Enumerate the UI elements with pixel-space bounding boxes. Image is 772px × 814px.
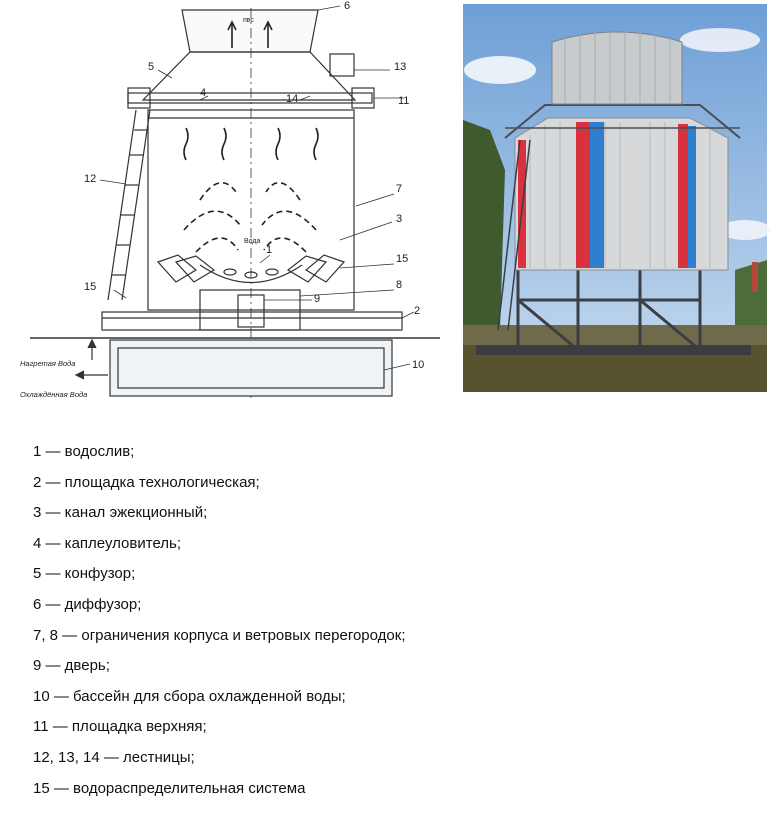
callout-14: 14 [286,93,299,105]
legend-item: 11 — площадка верхняя; [33,718,207,736]
legend-item: 9 — дверь; [33,657,110,675]
callout-2: 2 [414,305,421,317]
legend-item: 7, 8 — ограничения корпуса и ветровых перегородок; [33,626,406,644]
legend-item: 10 — бассейн для сбора охлажденной воды; [33,687,346,705]
tower-body [515,118,728,270]
legend-item: 1 — водослив; [33,443,135,460]
callout-11: 11 [398,95,410,107]
legend-item: 12, 13, 14 — лестницы; [33,748,195,766]
tower-diffuser [552,32,682,104]
legend-item: 4 — каплеуловитель; [33,534,182,552]
stripe-red [576,122,590,268]
callout-1: 1 [266,244,273,256]
callout-3: 3 [396,213,403,225]
callout-7: 7 [396,183,403,195]
legend-item: 3 — канал эжекционный; [33,504,208,522]
stripe-blue [590,122,604,268]
cold-water-label: Охлаждённая Вода [20,390,88,399]
callout-9: 9 [314,293,321,305]
drawing-inner-label: Вода [244,238,261,245]
legend-item: 2 — площадка технологическая; [33,473,260,491]
drawing-top-label: пвс [243,17,254,24]
cooling-tower-photo [0,0,772,400]
callout-12: 12 [84,173,97,185]
callout-10: 10 [412,359,425,371]
legend-item: 5 — конфузор; [33,565,136,583]
callout-6: 6 [344,0,351,12]
legend [33,437,405,804]
callout-15-right: 15 [396,253,409,265]
callout-13: 13 [394,61,407,73]
hot-water-label: Нагретая Вода [20,359,76,368]
callout-8: 8 [396,279,403,291]
callout-4: 4 [200,87,207,99]
legend-item: 15 — водораспределительная система [33,779,306,797]
callout-15-left: 15 [84,281,97,293]
callout-5: 5 [148,61,155,73]
legend-item: 6 — диффузор; [33,595,142,613]
